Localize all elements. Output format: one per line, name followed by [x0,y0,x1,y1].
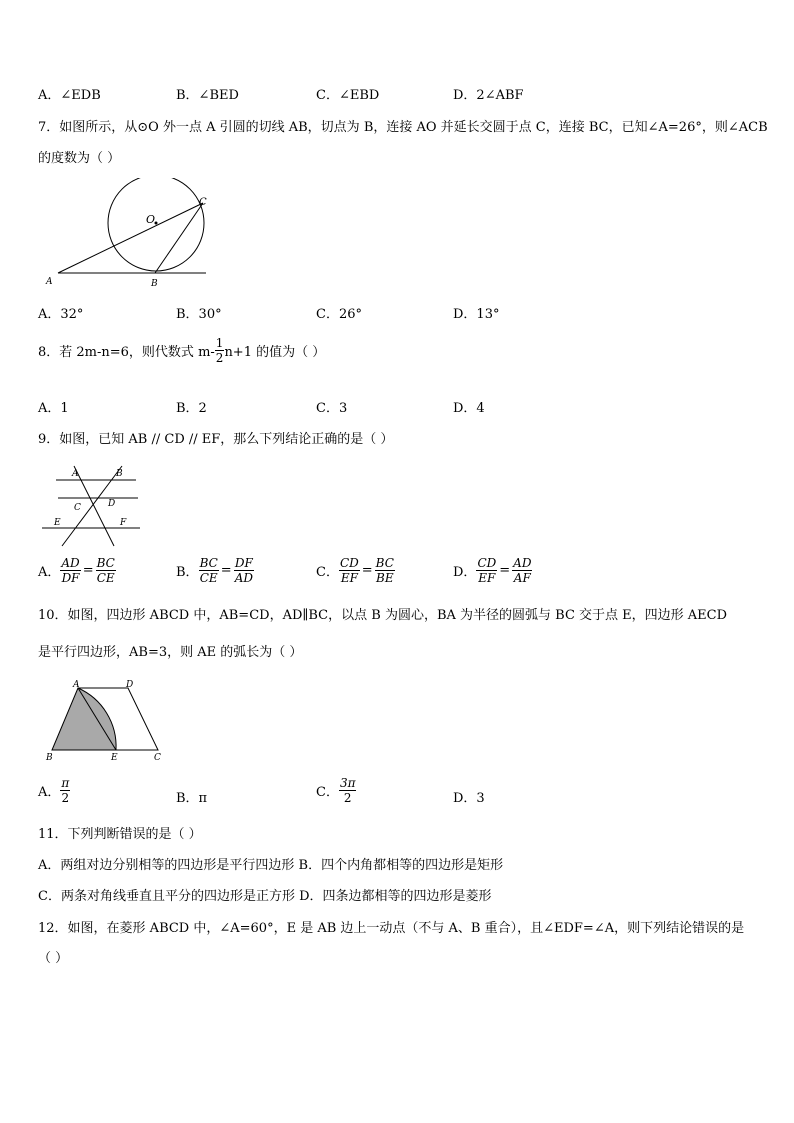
q9-d-den1: EF [478,571,496,585]
q10-a-den: 2 [61,791,70,805]
q7-option-b: B．30° [176,307,222,322]
q12-stem-line1: 12．如图，在菱形 ABCD 中，∠A=60°，E 是 AB 边上一动点（不与 A、B 重合），且∠EDF=∠A，则下列结论错误的是 [38,921,745,936]
q8-option-c: C．3 [316,401,348,416]
q9-label-e: E [54,518,61,528]
q10-stem-line2: 是平行四边形，AB=3，则 AE 的弧长为（ ） [38,645,303,660]
q9-b-num1: BC [199,556,218,570]
q8-stem [38,336,325,365]
q11-stem: 11．下列判断错误的是（ ） [38,827,202,842]
q7-label-c: C [199,197,207,208]
q9-c-den1: EF [340,571,358,585]
q7-label-a: A [46,277,53,287]
q12-stem-line2: （ ） [38,951,69,966]
q7-label-b: B [151,279,158,289]
q9-option-b-prefix: B． [176,565,199,580]
q8-option-a: A．1 [38,401,69,416]
q7-circle-diagram [40,178,220,292]
q9-option-a-prefix: A． [38,565,61,580]
q9-a-den1: DF [61,571,80,585]
q9-b-den1: CE [199,571,218,585]
q7-stem-line1: 7．如图所示，从⊙O 外一点 A 引圆的切线 AB，切点为 B，连接 AO 并延长交圆于点 C，连接 BC，已知∠A=26°，则∠ACB [38,120,768,135]
q10-label-a: A [73,680,80,690]
q9-parallel-lines-diagram [38,458,148,548]
q9-stem: 9．如图，已知 AB // CD // EF，那么下列结论正确的是（ ） [38,432,394,447]
q9-option-c-prefix: C． [316,565,339,580]
q9-option-d [453,556,532,585]
q9-c-num2: BC [375,556,394,570]
q9-c-eq: = [361,563,373,578]
q10-option-c-prefix: C． [316,785,339,800]
q9-d-num2: AD [513,556,532,570]
q10-label-d: D [126,680,134,690]
q10-stem-line1: 10．如图，四边形 ABCD 中，AB=CD，AD∥BC，以点 B 为圆心，BA 为半径的圆弧与 BC 交于点 E，四边形 AECD [38,608,728,623]
q9-label-b: B [116,469,123,479]
q8-option-d: D．4 [453,401,485,416]
q8-stem-pre: 8．若 2m-n=6，则代数式 m- [38,345,215,360]
q9-label-f: F [120,518,127,528]
q10-option-b: B．π [176,791,208,806]
q10-option-d: D．3 [453,791,485,806]
q7-option-c: C．26° [316,307,362,322]
q10-option-a-prefix: A． [38,785,61,800]
q9-b-num2: DF [234,556,253,570]
q9-d-den2: AF [513,571,531,585]
q9-label-a: A [72,469,79,479]
q11-options-ab: A．两组对边分别相等的四边形是平行四边形 B．四个内角都相等的四边形是矩形 [38,858,504,873]
q9-a-eq: = [82,563,94,578]
q7-stem-line2: 的度数为（ ） [38,151,121,166]
q9-c-den2: BE [376,571,394,585]
q10-option-a [38,776,70,805]
q9-d-num1: CD [477,556,497,570]
q10-trapezoid-diagram [40,678,170,766]
q9-c-num1: CD [339,556,359,570]
q10-option-c [316,776,356,805]
q6-option-c: C．∠EBD [316,88,380,103]
q8-stem-post: n+1 的值为（ ） [224,345,326,360]
q7-option-a: A．32° [38,307,84,322]
q8-frac-num: 1 [215,336,224,350]
q10-a-num: π [61,776,70,790]
q7-label-o: O [146,213,156,226]
q9-option-c [316,556,395,585]
q9-b-den2: AD [234,571,253,585]
q9-option-a [38,556,116,585]
q6-option-b: B．∠BED [176,88,239,103]
q7-line-ac [58,203,203,273]
q9-option-d-prefix: D． [453,565,477,580]
q10-c-num: 3π [339,776,356,790]
q7-option-d: D．13° [453,307,500,322]
q9-a-den2: CE [96,571,115,585]
q11-options-cd: C．两条对角线垂直且平分的四边形是正方形 D．四条边都相等的四边形是菱形 [38,889,492,904]
q10-c-den: 2 [343,791,352,805]
q10-label-c: C [154,753,161,763]
q7-line-bc [155,203,203,273]
q8-frac-den: 2 [215,351,224,365]
q9-d-eq: = [499,563,511,578]
q9-label-d: D [108,499,116,509]
q9-option-b [176,556,254,585]
q9-label-c: C [74,503,81,513]
q10-label-b: B [46,753,53,763]
q8-fraction [215,336,225,365]
q9-a-num1: AD [61,556,80,570]
q9-a-num2: BC [96,556,115,570]
q10-label-e: E [111,753,118,763]
q6-option-d: D．2∠ABF [453,88,524,103]
q9-b-eq: = [220,563,232,578]
q8-option-b: B．2 [176,401,207,416]
q6-option-a: A．∠EDB [38,88,101,103]
